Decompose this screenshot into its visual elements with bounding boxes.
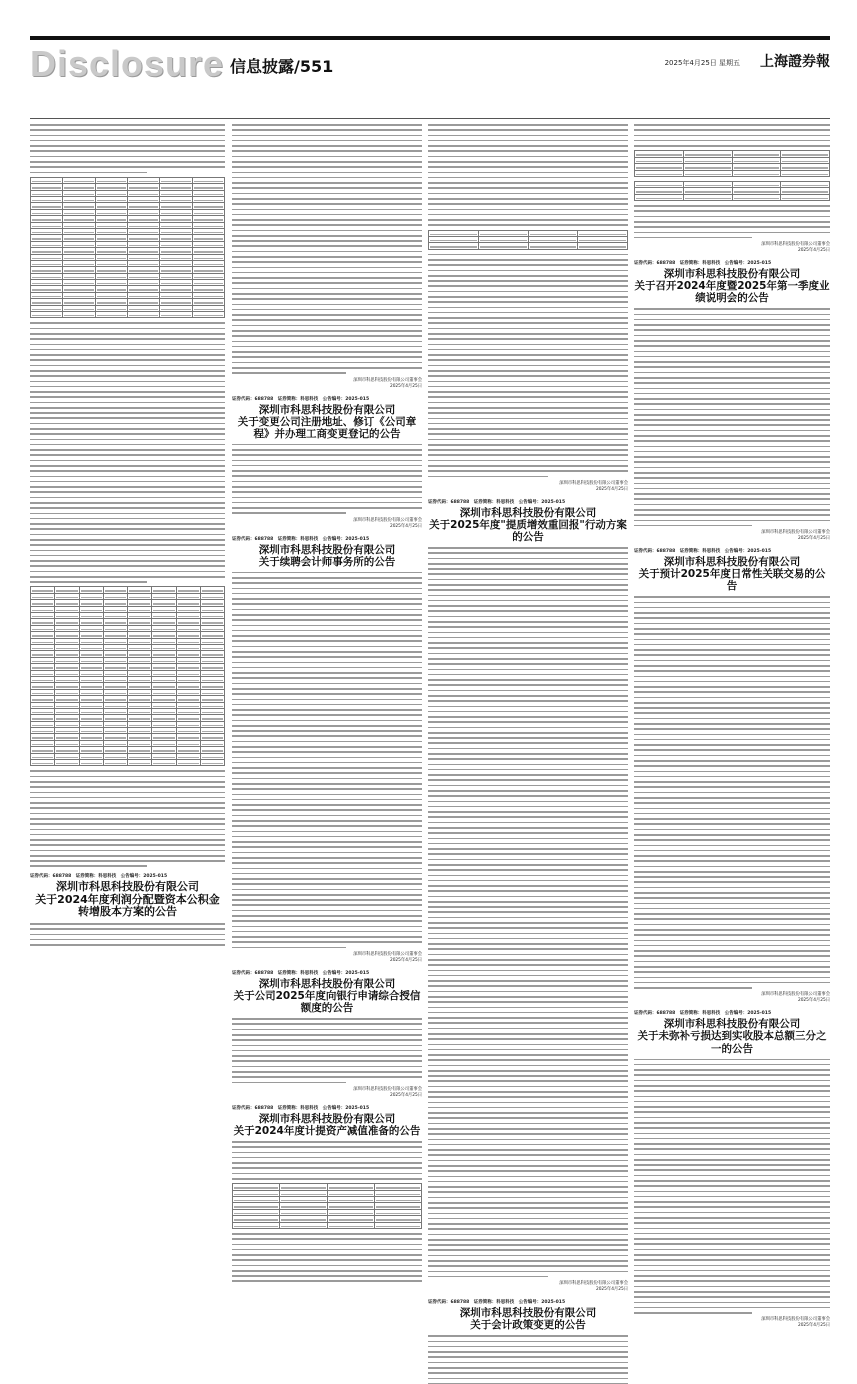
data-table — [232, 1183, 422, 1229]
body-text — [232, 1018, 422, 1083]
notice-code: 证券代码：688788 证券简称：科思科技 公告编号：2025-015 — [232, 1105, 370, 1111]
body-text — [634, 205, 830, 238]
company-name: 深圳市科思科技股份有限公司 — [258, 543, 396, 556]
notice-title: 关于未弥补亏损达到实收股本总额三分之一的公告 — [637, 1030, 827, 1055]
signature: 深圳市科思科技股份有限公司董事会 2025年4月25日 — [761, 1317, 830, 1329]
body-text — [428, 124, 628, 226]
header-divider — [30, 118, 830, 119]
company-name: 深圳市科思科技股份有限公司 — [663, 268, 801, 281]
notice-code: 证券代码：688788 证券简称：科思科技 公告编号：2025-015 — [232, 971, 370, 976]
notice-impairment — [232, 1105, 422, 1137]
body-text — [232, 1141, 422, 1180]
notice-change-address — [232, 396, 422, 440]
notice-code: 证券代码：688788 证券简称：科思科技 公告编号：2025-015 — [428, 499, 566, 505]
data-table — [634, 181, 830, 201]
body-text — [428, 254, 628, 477]
body-text — [634, 124, 830, 147]
notice-profit-distribution — [30, 873, 225, 919]
body-text — [30, 923, 225, 946]
notice-code: 证券代码：688788 证券简称：科思科技 公告编号：2025-015 — [634, 261, 772, 267]
column-3 — [428, 124, 628, 1332]
notice-title: 关于2024年度计提资产减值准备的公告 — [233, 1124, 421, 1137]
newspaper-name: 上海證券報 — [760, 54, 830, 70]
signature: 深圳市科思科技股份有限公司董事会 2025年4月25日 — [761, 530, 830, 542]
data-table — [30, 586, 225, 766]
body-text — [634, 596, 830, 988]
company-name: 深圳市科思科技股份有限公司 — [258, 978, 396, 990]
notice-title: 关于召开2024年度暨2025年第一季度业绩说明会的公告 — [634, 280, 830, 305]
notice-title: 关于预计2025年度日常性关联交易的公告 — [638, 568, 826, 593]
signature: 深圳市科思科技股份有限公司董事会 2025年4月25日 — [559, 480, 628, 492]
data-table — [634, 150, 830, 177]
notice-bank-credit — [232, 970, 422, 1014]
brand-logo: Disclosure — [30, 43, 225, 84]
notice-title: 关于2025年度"提质增效重回报"行动方案的公告 — [429, 518, 627, 544]
company-name: 深圳市科思科技股份有限公司 — [663, 1018, 801, 1031]
data-table — [428, 230, 628, 250]
data-table — [30, 177, 225, 319]
notice-code: 证券代码：688788 证券简称：科思科技 公告编号：2025-015 — [232, 396, 370, 402]
body-text — [232, 124, 422, 374]
notice-code: 证券代码：688788 证券简称：科思科技 公告编号：2025-015 — [30, 874, 168, 880]
body-text — [232, 444, 422, 514]
body-text — [634, 308, 830, 526]
signature: 深圳市科思科技股份有限公司董事会 2025年4月25日 — [761, 992, 830, 1004]
body-text — [30, 770, 225, 867]
notice-code: 证券代码：688788 证券简称：科思科技 公告编号：2025-015 — [232, 536, 370, 542]
dateline: 2025年4月25日 星期五 — [664, 59, 740, 67]
column-4 — [634, 124, 830, 1329]
signature: 深圳市科思科技股份有限公司董事会 2025年4月25日 — [761, 242, 830, 254]
notice-related-transactions — [634, 548, 830, 592]
signature: 深圳市科思科技股份有限公司董事会 2025年4月25日 — [353, 377, 422, 389]
notice-title: 关于续聘会计师事务所的公告 — [258, 555, 396, 568]
body-text — [30, 124, 225, 173]
company-name: 深圳市科思科技股份有限公司 — [258, 1112, 396, 1125]
company-name: 深圳市科思科技股份有限公司 — [56, 880, 199, 894]
body-text — [232, 572, 422, 949]
body-text — [428, 1335, 628, 1384]
notice-title: 关于会计政策变更的公告 — [470, 1319, 586, 1332]
signature: 深圳市科思科技股份有限公司董事会 2025年4月25日 — [353, 952, 422, 963]
notice-title: 关于公司2025年度向银行申请综合授信额度的公告 — [233, 990, 421, 1015]
notice-title: 关于2024年度利润分配暨资本公积金转增股本方案的公告 — [35, 892, 220, 919]
notice-title: 关于变更公司注册地址、修订《公司章程》并办理工商变更登记的公告 — [237, 415, 417, 440]
notice-earnings-call — [634, 260, 830, 304]
signature: 深圳市科思科技股份有限公司董事会 2025年4月25日 — [353, 1086, 422, 1098]
notice-code: 证券代码：688788 证券简称：科思科技 公告编号：2025-015 — [634, 1011, 772, 1017]
signature: 深圳市科思科技股份有限公司董事会 2025年4月25日 — [559, 1281, 628, 1293]
company-name: 深圳市科思科技股份有限公司 — [459, 506, 597, 519]
column-2 — [232, 124, 422, 1246]
notice-accounting-policy — [428, 1299, 628, 1331]
section-title: 信息披露/551 — [230, 57, 334, 76]
body-text — [30, 322, 225, 582]
notice-auditor — [232, 536, 422, 568]
notice-uncovered-losses — [634, 1010, 830, 1054]
company-name: 深圳市科思科技股份有限公司 — [258, 403, 396, 416]
column-1 — [30, 124, 225, 1246]
body-text — [232, 1233, 422, 1282]
company-name: 深圳市科思科技股份有限公司 — [459, 1307, 597, 1320]
body-text — [634, 1059, 830, 1314]
notice-code: 证券代码：688788 证券简称：科思科技 公告编号：2025-015 — [634, 549, 772, 555]
signature: 深圳市科思科技股份有限公司董事会 2025年4月25日 — [353, 517, 422, 529]
masthead-rule — [30, 36, 830, 40]
notice-code: 证券代码：688788 证券简称：科思科技 公告编号：2025-015 — [428, 1300, 566, 1306]
notice-action-plan — [428, 499, 628, 543]
masthead — [30, 36, 830, 84]
company-name: 深圳市科思科技股份有限公司 — [663, 556, 801, 569]
body-text — [428, 547, 628, 1277]
